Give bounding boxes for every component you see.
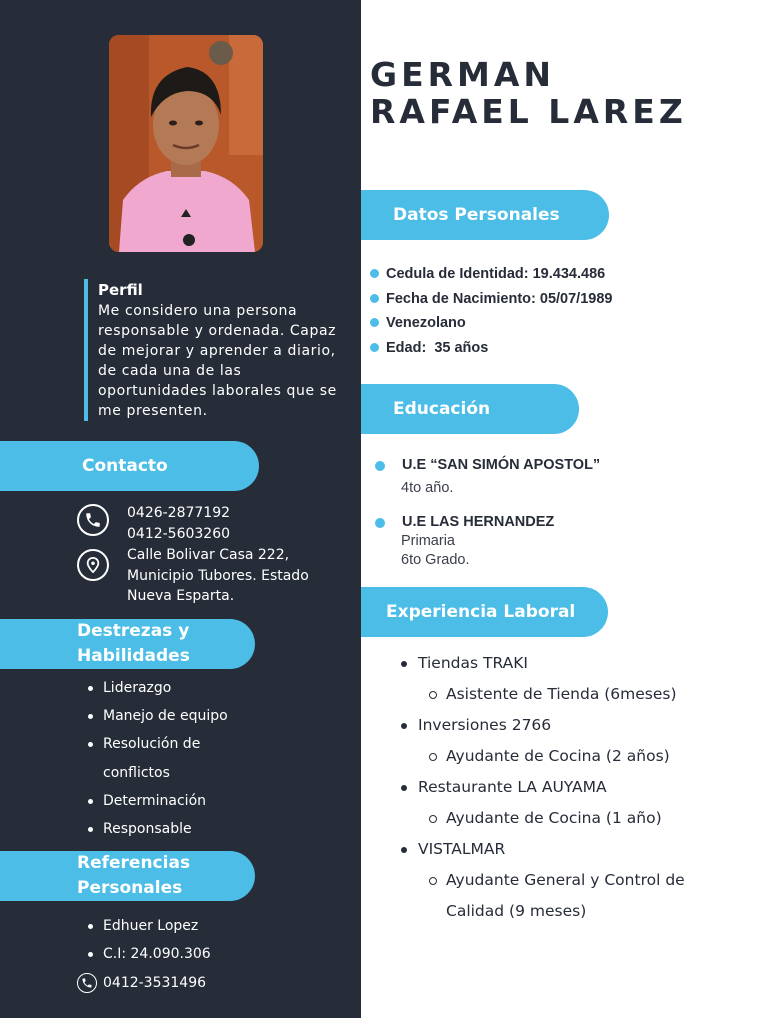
reference-ci: C.I: 24.090.306: [86, 940, 211, 968]
reference-phone: 0412-3531496: [103, 975, 207, 991]
company-name: VISTALMAR: [418, 840, 506, 858]
full-name: [370, 56, 687, 130]
skills-header: [0, 619, 255, 669]
references-title-line1: Referencias: [77, 853, 191, 873]
contact-phone-1: 0426-2877192: [127, 505, 231, 521]
references-header: [0, 851, 255, 901]
experience-title: Experiencia Laboral: [386, 602, 576, 622]
sidebar: [0, 0, 361, 1018]
contact-header: [0, 441, 259, 491]
location-pin-icon: [77, 549, 109, 581]
contact-phones: [77, 503, 230, 544]
profile-photo: [109, 35, 263, 252]
skill-item: Manejo de equipo: [86, 702, 246, 730]
experience-company: [400, 772, 718, 834]
name-line-2: RAFAEL LAREZ: [370, 92, 687, 131]
experience-company: [400, 834, 718, 927]
contact-address-row: [77, 545, 337, 607]
experience-company: [400, 648, 718, 710]
education-school: U.E LAS HERNANDEZ: [402, 514, 555, 530]
profile-title: Perfil: [98, 281, 143, 299]
reference-name: Edhuer Lopez: [86, 912, 211, 940]
experience-list: [400, 648, 718, 927]
experience-header: [361, 587, 608, 637]
experience-role: Ayudante General y Control de Calidad (9 meses): [418, 865, 718, 927]
contact-address: Calle Bolivar Casa 222, Municipio Tubores. Estado Nueva Esparta.: [127, 547, 309, 604]
personal-data-title: Datos Personales: [393, 205, 560, 225]
education-title: Educación: [393, 399, 491, 419]
education-entry: [375, 456, 600, 498]
skill-item: Liderazgo: [86, 674, 246, 702]
contact-phone-2: 0412-5603260: [127, 525, 231, 542]
name-line-1: GERMAN: [370, 55, 556, 94]
skill-item: Determinación: [86, 787, 246, 815]
education-detail: 4to año.: [401, 480, 454, 496]
references-list: [86, 912, 211, 968]
personal-data-item: Fecha de Nacimiento: 05/07/1989: [370, 287, 612, 312]
phone-icon: [77, 504, 109, 536]
company-name: Tiendas TRAKI: [418, 654, 528, 672]
profile-text: Me considero una persona responsable y ordenada. Capaz de mejorar y aprender a diario, de cada una de las oportunidades laborales que se me presenten.: [98, 303, 337, 419]
company-name: Restaurante LA AUYAMA: [418, 778, 607, 796]
skill-item: Responsable: [86, 815, 246, 843]
education-header: [361, 384, 579, 434]
personal-data-item: Venezolano: [370, 311, 612, 336]
skills-title-line1: Destrezas y: [77, 621, 190, 641]
experience-company: [400, 710, 718, 772]
experience-role: Ayudante de Cocina (1 año): [418, 803, 718, 834]
skills-title-line2: Habilidades: [77, 646, 190, 666]
personal-data-list: [370, 262, 612, 361]
references-title-line2: Personales: [77, 878, 183, 898]
profile-section: [84, 279, 346, 421]
education-entry: [375, 513, 554, 570]
bullet-dot: [375, 461, 385, 471]
reference-phone-row: [77, 973, 206, 993]
personal-data-item: Edad: 35 años: [370, 336, 612, 361]
personal-data-item: Cedula de Identidad: 19.434.486: [370, 262, 612, 287]
education-detail: 6to Grado.: [401, 552, 470, 568]
education-detail: Primaria: [401, 533, 455, 549]
experience-role: Ayudante de Cocina (2 años): [418, 741, 718, 772]
personal-data-header: [361, 190, 609, 240]
experience-role: Asistente de Tienda (6meses): [418, 679, 718, 710]
company-name: Inversiones 2766: [418, 716, 552, 734]
education-school: U.E “SAN SIMÓN APOSTOL”: [402, 457, 601, 473]
skills-list: [86, 674, 246, 843]
skill-item: Resolución de conflictos: [86, 730, 246, 786]
contact-title: Contacto: [82, 456, 168, 476]
phone-icon: [77, 973, 97, 993]
bullet-dot: [375, 518, 385, 528]
